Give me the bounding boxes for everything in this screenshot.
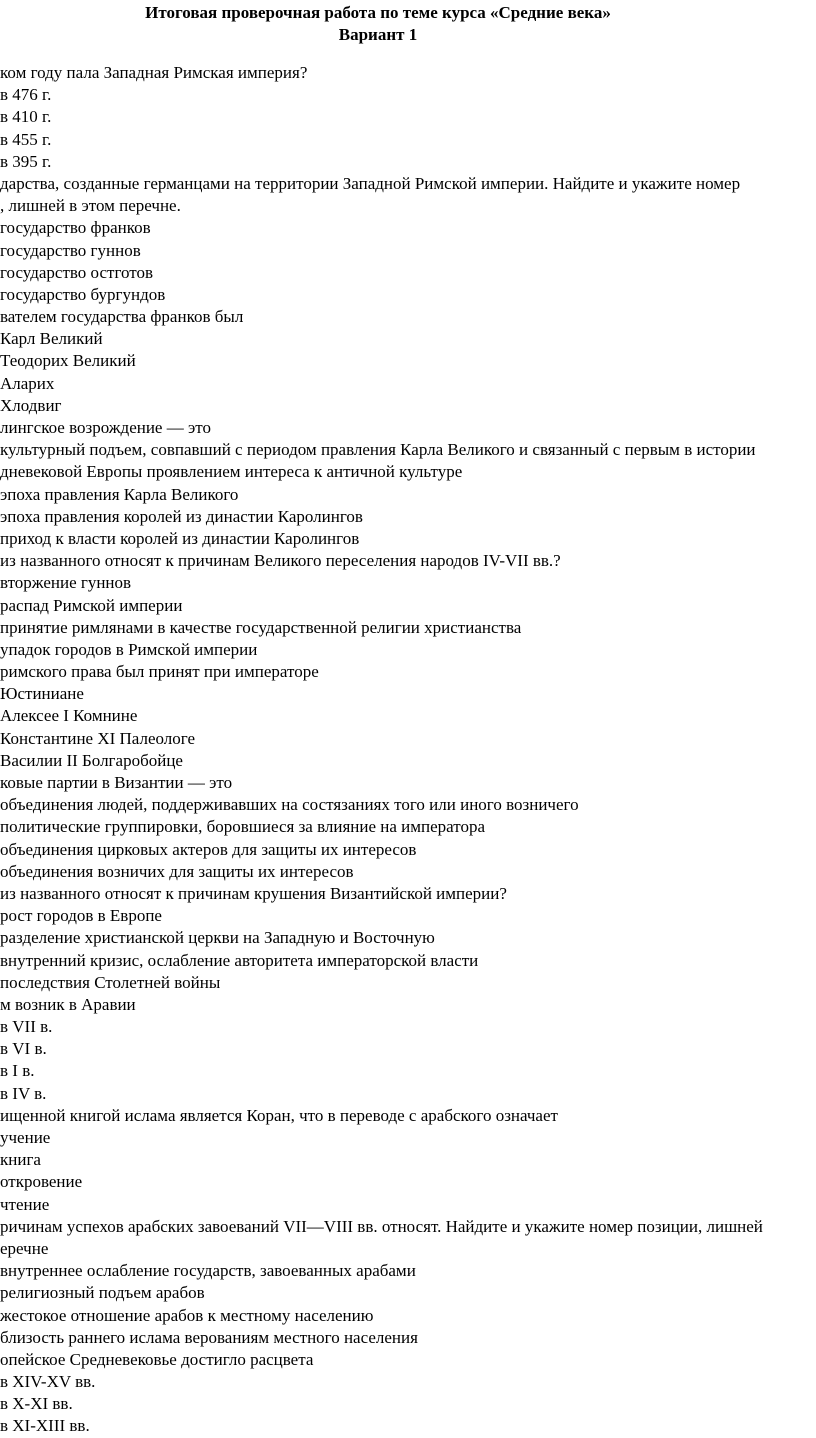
text-line: из названного относят к причинам крушения Византийской империи? bbox=[0, 883, 507, 903]
text-line: религиозный подъем арабов bbox=[0, 1283, 205, 1303]
text-line: ковые партии в Византии — это bbox=[0, 773, 233, 792]
text-line: объединения цирковых актеров для защиты их интересов bbox=[0, 839, 417, 859]
text-line: в VII в. bbox=[0, 1017, 53, 1037]
text-line: политические группировки, боровшиеся за влияние на императора bbox=[0, 817, 486, 837]
text-line: дневековой Европы проявлением интереса к античной культуре bbox=[0, 462, 463, 482]
text-line: опейское Средневековье достигло расцвета bbox=[0, 1349, 314, 1369]
text-line: принятие римлянами в качестве государственной религии христианства bbox=[0, 617, 522, 637]
text-line: эпоха правления королей из династии Каролингов bbox=[0, 506, 363, 526]
text-line: Карл Великий bbox=[0, 329, 103, 349]
text-line: эпоха правления Карла Великого bbox=[0, 484, 239, 504]
text-line: государство остготов bbox=[0, 262, 154, 282]
text-line: последствия Столетней войны bbox=[0, 972, 221, 992]
text-line: в XI-XIII вв. bbox=[0, 1416, 90, 1436]
text-line: государство франков bbox=[0, 218, 151, 238]
text-line: Хлодвиг bbox=[0, 395, 62, 415]
text-line: в 410 г. bbox=[0, 107, 52, 127]
text-line: вателем государства франков был bbox=[0, 307, 244, 327]
text-line: в XIV-XV вв. bbox=[0, 1372, 96, 1392]
text-line: Алексее I Комнине bbox=[0, 706, 138, 726]
text-line: Теодорих Великий bbox=[0, 351, 136, 371]
question-list bbox=[0, 62, 816, 1438]
text-line: государство бургундов bbox=[0, 284, 166, 304]
document-header bbox=[0, 2, 756, 46]
text-line: откровение bbox=[0, 1172, 83, 1192]
text-line: Константине XI Палеологе bbox=[0, 728, 196, 748]
text-line: ричинам успехов арабских завоеваний VII—VIII вв. относят. Найдите и укажите номер позиции, лишней bbox=[0, 1216, 763, 1236]
text-line: из названного относят к причинам Великого переселения народов IV-VII вв.? bbox=[0, 551, 561, 571]
text-line: лингское возрождение — это bbox=[0, 418, 211, 437]
text-line: в 476 г. bbox=[0, 85, 52, 105]
text-line: м возник в Аравии bbox=[0, 994, 136, 1014]
text-line: , лишней в этом перечне. bbox=[0, 196, 181, 216]
text-line: приход к власти королей из династии Каролингов bbox=[0, 528, 360, 548]
text-line: в X-XI вв. bbox=[0, 1394, 73, 1414]
text-line: дарства, созданные германцами на территории Западной Римской империи. Найдите и укажите номер bbox=[0, 173, 741, 193]
text-line: в I в. bbox=[0, 1061, 35, 1081]
text-line: вторжение гуннов bbox=[0, 573, 132, 593]
text-line: книга bbox=[0, 1150, 41, 1170]
text-line: Василии II Болгаробойце bbox=[0, 750, 183, 770]
text-line: объединения возничих для защиты их интересов bbox=[0, 861, 354, 881]
text-line: разделение христианской церкви на Западную и Восточную bbox=[0, 928, 435, 948]
text-line: близость раннего ислама верованиям местного населения bbox=[0, 1327, 418, 1347]
text-line: учение bbox=[0, 1128, 51, 1147]
document-title: Итоговая проверочная работа по теме курса «Средние века» bbox=[145, 3, 611, 22]
text-line: еречне bbox=[0, 1238, 49, 1258]
text-line: ком году пала Западная Римская империя? bbox=[0, 63, 308, 82]
text-line: в IV в. bbox=[0, 1083, 47, 1103]
variant-label: Вариант 1 bbox=[338, 25, 418, 44]
text-line: упадок городов в Римской империи bbox=[0, 639, 258, 659]
text-line: в 455 г. bbox=[0, 129, 52, 149]
text-line: чтение bbox=[0, 1194, 50, 1214]
text-line: в 395 г. bbox=[0, 151, 52, 171]
text-line: культурный подъем, совпавший с периодом правления Карла Великого и связанный с первым в истории bbox=[0, 440, 756, 460]
text-line: в VI в. bbox=[0, 1039, 47, 1059]
text-line: ищенной книгой ислама является Коран, что в переводе с арабского означает bbox=[0, 1105, 558, 1125]
text-line: внутреннее ослабление государств, завоеванных арабами bbox=[0, 1261, 416, 1281]
text-line: жестокое отношение арабов к местному населению bbox=[0, 1305, 374, 1325]
text-line: Юстиниане bbox=[0, 684, 84, 704]
text-line: распад Римской империи bbox=[0, 595, 183, 615]
text-line: объединения людей, поддерживавших на состязаниях того или иного возничего bbox=[0, 795, 579, 815]
text-line: рост городов в Европе bbox=[0, 906, 162, 926]
text-line: римского права был принят при императоре bbox=[0, 662, 319, 682]
text-line: Аларих bbox=[0, 373, 55, 393]
text-line: внутренний кризис, ослабление авторитета императорской власти bbox=[0, 950, 479, 970]
text-line: государство гуннов bbox=[0, 240, 141, 260]
